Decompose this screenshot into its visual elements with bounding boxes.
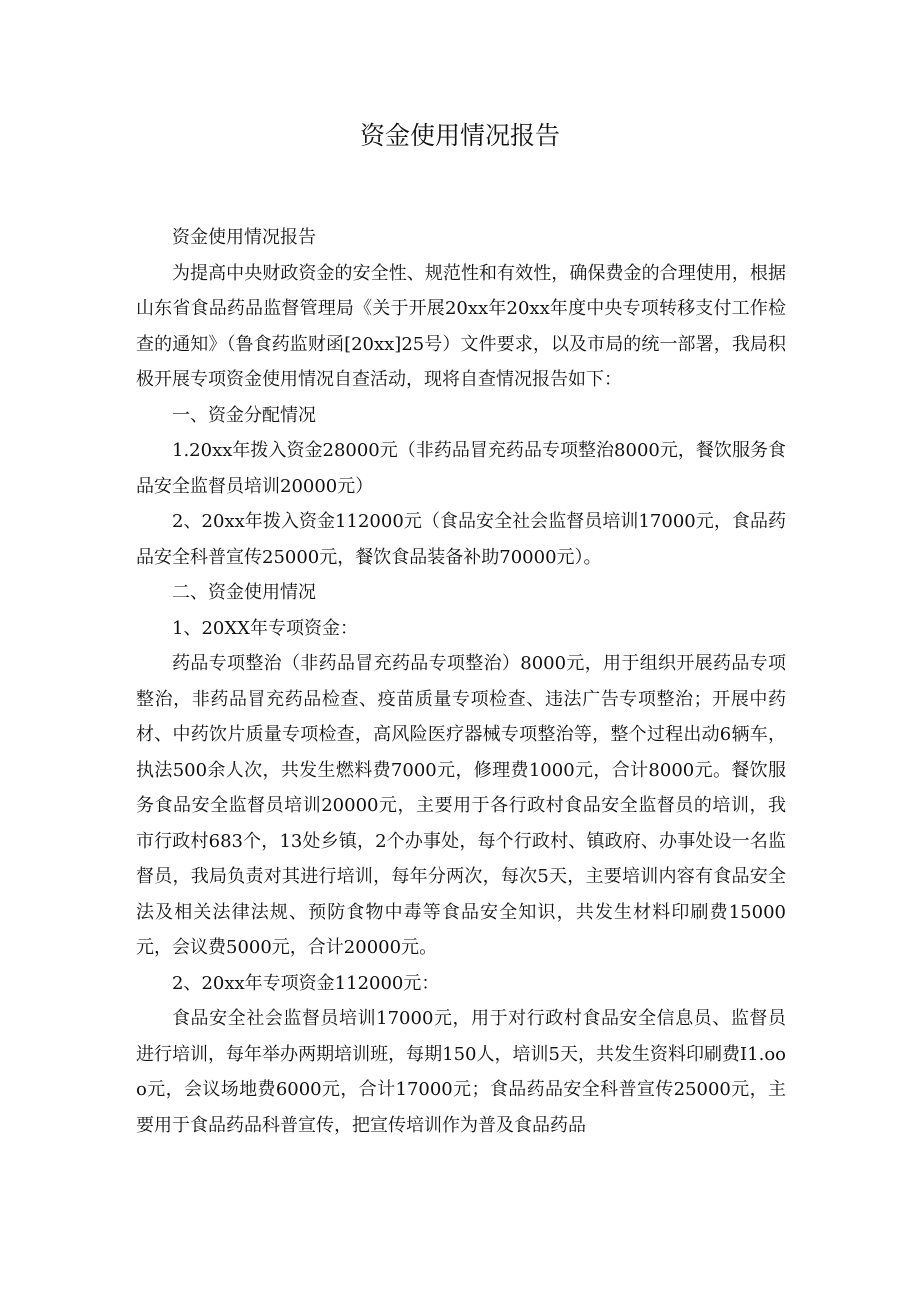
document-body: [136, 220, 786, 1143]
paragraph-usage-2: 食品安全社会监督员培训17000元，用于对行政村食品安全信息员、监督员进行培训，每年举办两期培训班，每期150人，培训5天，共发生资料印刷费I1.ooo元，会议场地费6000元，合计17000元；食品药品安全科普宣传25000元，主要用于食品药品科普宣传，把宣传培训作为普及食品药品: [136, 1008, 786, 1136]
section-heading-usage: 二、资金使用情况: [172, 582, 316, 603]
subheading-usage-1: 1、20XX年专项资金：: [172, 617, 358, 639]
paragraph-allocation-1: 1.20xx年拨入资金28000元（非药品冒充药品专项整治8000元，餐饮服务食品安全监督员培训20000元）: [136, 440, 786, 497]
page-title: 资金使用情况报告: [359, 121, 560, 150]
paragraph-subtitle: 资金使用情况报告: [172, 227, 316, 248]
paragraph-usage-1: 药品专项整治（非药品冒充药品专项整治）8000元，用于组织开展药品专项整治，非药品冒充药品检查、疫苗质量专项检查、违法广告专项整治；开展中药材、中药饮片质量专项检查，高风险医疗器械专项整治等，整个过程出动6辆车，执法500余人次，共发生燃料费7000元，修理费1000元，合计8000元。餐饮服务食品安全监督员培训20000元，主要用于各行政村食品安全监督员的培训，我市行政村683个，13处乡镇，2个办事处，每个行政村、镇政府、办事处设一名监督员，我局负责对其进行培训，每年分两次，每次5天，主要培训内容有食品安全法及相关法律法规、预防食物中毒等食品安全知识，共发生材料印刷费15000元，会议费5000元，合计20000元。: [136, 653, 786, 958]
section-heading-allocation: 一、资金分配情况: [172, 404, 316, 426]
paragraph-intro: 为提高中央财政资金的安全性、规范性和有效性，确保费金的合理使用，根据山东省食品药品监督管理局《关于开展20xx年20xx年度中央专项转移支付工作检查的通知》（鲁食药监财函[20xx]25号）文件要求，以及市局的统一部署，我局积极开展专项资金使用情况自查活动，现将自查情况报告如下：: [136, 262, 786, 390]
paragraph-allocation-2: 2、20xx年拨入资金112000元（食品安全社会监督员培训17000元，食品药品安全科普宣传25000元，餐饮食品装备补助70000元）。: [136, 511, 786, 568]
subheading-usage-2: 2、20xx年专项资金112000元：: [172, 972, 440, 994]
